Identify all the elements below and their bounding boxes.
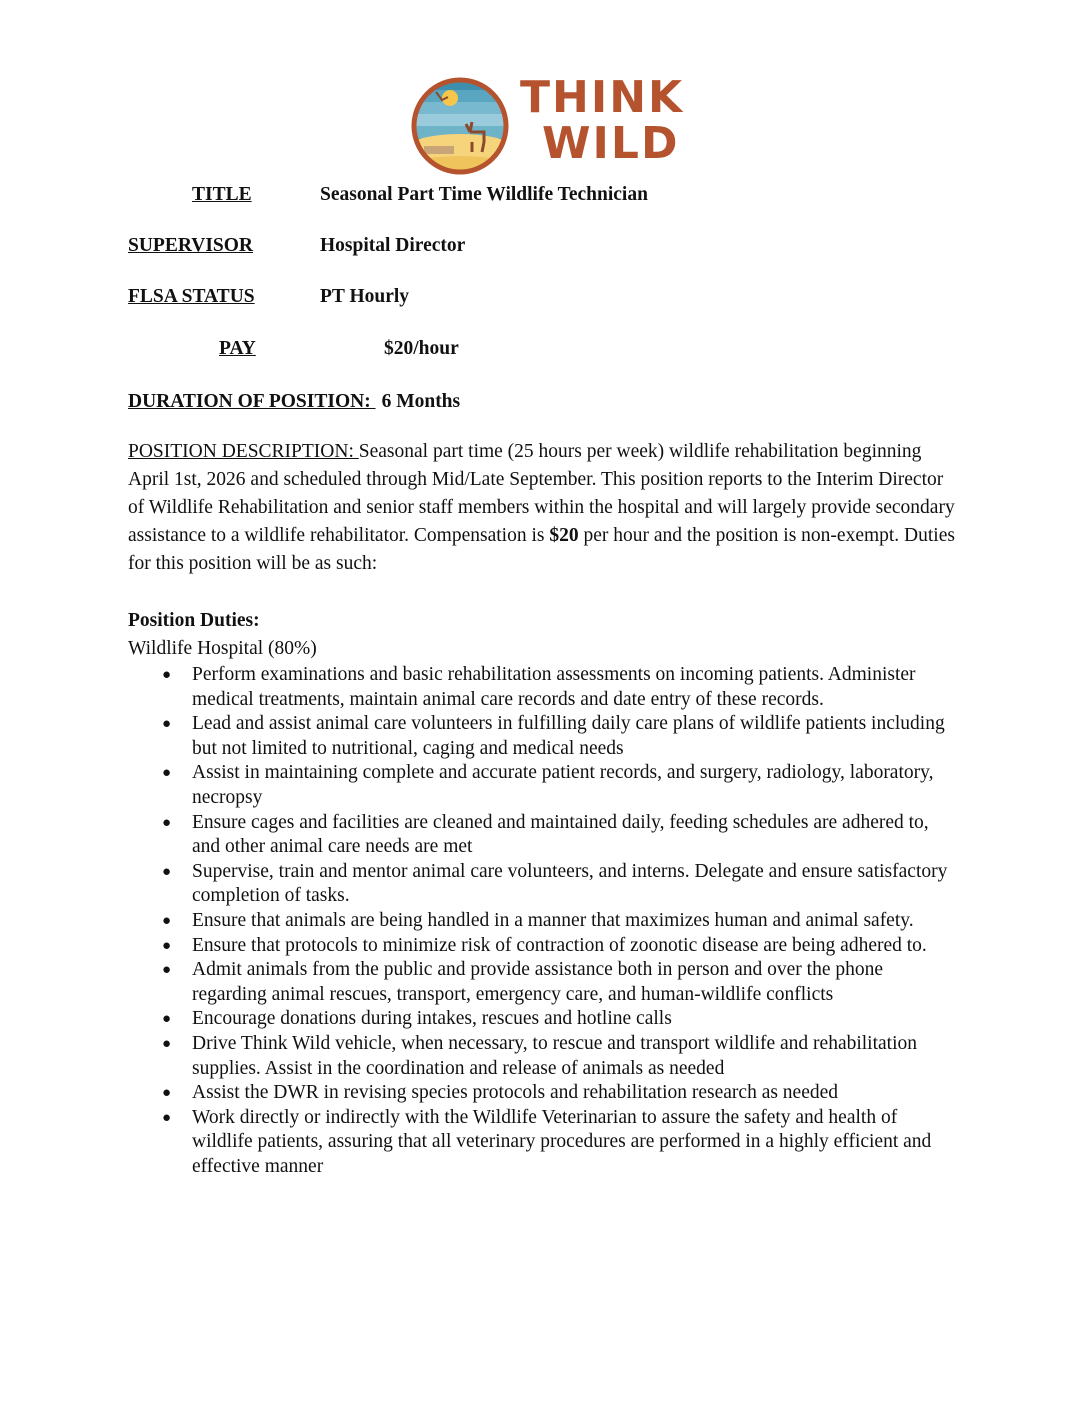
list-item xyxy=(128,1032,958,1081)
duties-heading: Position Duties: xyxy=(128,610,260,631)
bullet-icon: ● xyxy=(162,1011,172,1028)
duty-text: Ensure that animals are being handled in a manner that maximizes human and animal safety. xyxy=(192,909,914,931)
bullet-icon: ● xyxy=(162,863,172,880)
list-item xyxy=(128,761,958,810)
duty-text: Assist in maintaining complete and accurate patient records, and surgery, radiology, laboratory, necropsy xyxy=(192,762,934,808)
bullet-icon: ● xyxy=(162,962,172,979)
duty-text: Ensure cages and facilities are cleaned and maintained daily, feeding schedules are adhered to, and other animal care needs are met xyxy=(192,811,929,858)
logo-emblem-icon xyxy=(404,76,516,176)
flsa-label xyxy=(128,285,255,309)
bullet-icon: ● xyxy=(162,667,172,683)
bullet-icon: ● xyxy=(162,1109,172,1126)
duration-value: 6 Months xyxy=(381,391,461,412)
list-item xyxy=(128,811,958,860)
duty-text: Drive Think Wild vehicle, when necessary, to rescue and transport wildlife and rehabilitation supplies. Assist in the coordination and release of animals as needed xyxy=(192,1032,918,1079)
list-item xyxy=(128,712,958,761)
bullet-icon: ● xyxy=(162,912,172,929)
title-label-text: TITLE xyxy=(192,184,252,205)
description-text-after: per hour and the position is non-exempt. Duties for this position will be as such: xyxy=(128,525,955,574)
duty-text: Admit animals from the public and provide assistance both in person and over the phone regarding animal rescues, transport, emergency care, and human-wildlife conflicts xyxy=(192,959,884,1005)
duty-text: Work directly or indirectly with the Wildlife Veterinarian to assure the safety and health of wildlife patients, assuring that all veterinary procedures are performed in a highly efficient and effective manner xyxy=(192,1106,932,1177)
duty-text: Encourage donations during intakes, rescues and hotline calls xyxy=(192,1008,672,1030)
position-description xyxy=(128,438,958,578)
flsa-label-text: FLSA STATUS xyxy=(128,286,255,307)
supervisor-label-text: SUPERVISOR xyxy=(128,235,254,256)
bullet-icon: ● xyxy=(162,1085,172,1102)
description-amount: $20 xyxy=(549,525,579,546)
title-label xyxy=(192,183,252,207)
logo-text-think: THINK xyxy=(520,72,685,123)
list-item xyxy=(128,1106,958,1180)
list-item xyxy=(128,1081,958,1106)
list-item xyxy=(128,1007,958,1032)
list-item xyxy=(128,909,958,934)
duration-label: DURATION OF POSITION: xyxy=(128,391,376,412)
description-text-before: Seasonal part time (25 hours per week) wildlife rehabilitation beginning April 1st, 2026 and scheduled through Mid/Late September. This position reports to the Interim Director of Wildlife Rehabilitation and senior staff members within the hospital and will largely provide secondary assistance to a wildlife rehabilitator. Compensation is xyxy=(128,441,955,546)
duties-list xyxy=(128,663,958,1179)
duty-text: Ensure that protocols to minimize risk of contraction of zoonotic disease are being adhered to. xyxy=(192,934,927,956)
logo-text-wild: WILD xyxy=(542,118,680,169)
supervisor-value: Hospital Director xyxy=(320,235,466,256)
title-value: Seasonal Part Time Wildlife Technician xyxy=(320,184,648,205)
duties-subheading: Wildlife Hospital (80%) xyxy=(128,638,317,659)
duty-text: Supervise, train and mentor animal care volunteers, and interns. Delegate and ensure satisfactory completion of tasks. xyxy=(192,860,948,907)
supervisor-label xyxy=(128,234,253,258)
flsa-value: PT Hourly xyxy=(320,286,410,307)
bullet-icon: ● xyxy=(162,716,172,733)
pay-label xyxy=(219,337,256,361)
think-wild-logo xyxy=(404,72,694,176)
duty-text: Lead and assist animal care volunteers in fulfilling daily care plans of wildlife patients including but not limited to nutritional, caging and medical needs xyxy=(192,713,945,759)
duty-text: Assist the DWR in revising species protocols and rehabilitation research as needed xyxy=(192,1082,839,1104)
position-description-label: POSITION DESCRIPTION: xyxy=(128,441,359,462)
bullet-icon: ● xyxy=(162,814,172,831)
duration-row xyxy=(128,390,460,414)
bullet-icon: ● xyxy=(162,937,172,954)
bullet-icon: ● xyxy=(162,765,172,782)
pay-value: $20/hour xyxy=(384,338,459,359)
list-item xyxy=(128,860,958,909)
list-item xyxy=(128,663,958,712)
pay-label-text: PAY xyxy=(219,338,256,359)
bullet-icon: ● xyxy=(162,1035,172,1052)
list-item xyxy=(128,934,958,959)
duty-text: Perform examinations and basic rehabilitation assessments on incoming patients. Administer medical treatments, maintain animal care records and date entry of these records. xyxy=(192,664,916,710)
list-item xyxy=(128,958,958,1007)
